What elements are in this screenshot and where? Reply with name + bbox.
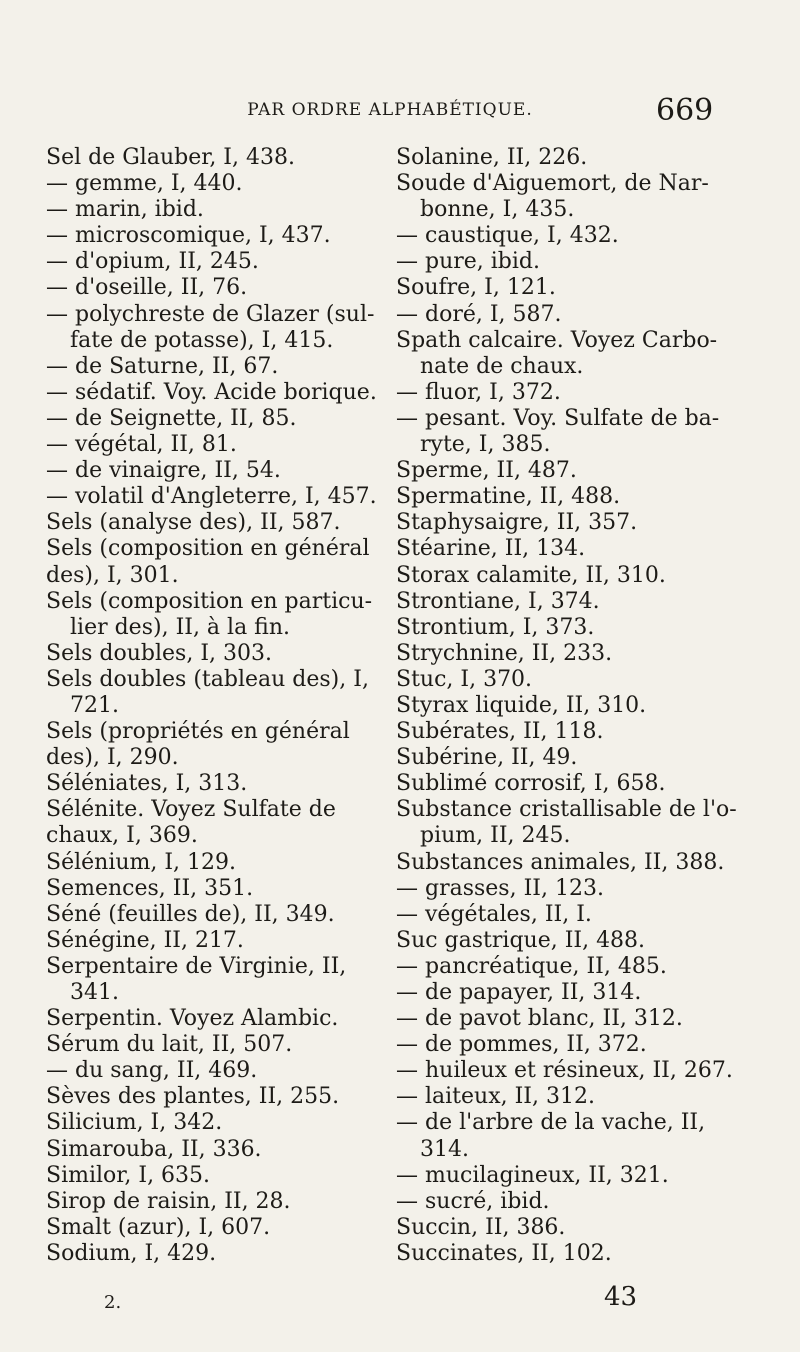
index-entry: — fluor, I, 372.	[396, 379, 561, 405]
index-entry: Sodium, I, 429.	[46, 1240, 217, 1266]
index-entry: — doré, I, 587.	[396, 301, 562, 327]
index-entry: Serpentin. Voyez Alambic.	[46, 1006, 339, 1032]
index-entry: Semences, II, 351.	[46, 875, 254, 901]
index-entry: Strychnine, II, 233.	[396, 640, 613, 666]
index-entry: Séné (feuilles de), II, 349.	[46, 901, 335, 927]
index-entry: — végétales, II, I.	[396, 901, 592, 927]
index-entry: Sels (composition en général	[46, 536, 370, 562]
index-entry: — laiteux, II, 312.	[396, 1084, 595, 1110]
index-entry: Substances animales, II, 388.	[396, 849, 725, 875]
gathering-mark: 43	[604, 1282, 638, 1312]
index-entry: Serpentaire de Virginie, II,	[46, 953, 347, 979]
index-entry: 314.	[420, 1136, 469, 1162]
index-entry: pium, II, 245.	[420, 823, 571, 849]
index-entry: Sel de Glauber, I, 438.	[46, 145, 295, 170]
index-entry: Succinates, II, 102.	[396, 1240, 612, 1266]
index-column-right	[396, 145, 746, 1267]
index-entry: 341.	[70, 980, 119, 1005]
index-entry: Storax calamite, II, 310.	[396, 562, 666, 588]
index-entry: — de l'arbre de la vache, II,	[396, 1110, 706, 1136]
index-entry: Sperme, II, 487.	[396, 458, 577, 484]
index-entry: Sirop de raisin, II, 28.	[46, 1188, 291, 1214]
index-entry: — polychreste de Glazer (sul-	[46, 301, 375, 327]
index-entry: Sèves des plantes, II, 255.	[46, 1084, 340, 1110]
index-entry: Sublimé corrosif, I, 658.	[396, 771, 666, 797]
index-entry: Sels doubles, I, 303.	[46, 640, 272, 666]
index-entry: Staphysaigre, II, 357.	[396, 510, 638, 536]
index-entry: Sélénium, I, 129.	[46, 849, 237, 875]
index-entry: Smalt (azur), I, 607.	[46, 1214, 271, 1240]
index-entry: chaux, I, 369.	[46, 823, 198, 849]
signature-mark: 2.	[104, 1292, 122, 1313]
index-entry: Subérates, II, 118.	[396, 719, 604, 745]
index-entry: — huileux et résineux, II, 267.	[396, 1058, 733, 1084]
index-entry: — pesant. Voy. Sulfate de ba-	[396, 405, 720, 431]
index-entry: Sels doubles (tableau des), I,	[46, 666, 369, 692]
index-entry: — de papayer, II, 314.	[396, 980, 642, 1005]
index-entry: Sélénite. Voyez Sulfate de	[46, 797, 336, 823]
index-entry: 721.	[70, 692, 119, 718]
index-entry: — caustique, I, 432.	[396, 223, 619, 249]
index-entry: — de pavot blanc, II, 312.	[396, 1006, 683, 1032]
index-entry: Strontiane, I, 374.	[396, 588, 600, 614]
index-entry: — végétal, II, 81.	[46, 432, 237, 458]
index-entry: Soude d'Aiguemort, de Nar-	[396, 171, 709, 197]
index-entry: nate de chaux.	[420, 353, 584, 379]
index-entry: — volatil d'Angleterre, I, 457.	[46, 484, 377, 510]
index-entry: Solanine, II, 226.	[396, 145, 588, 170]
index-entry: Sels (propriétés en général	[46, 719, 350, 745]
index-entry: des), I, 290.	[46, 745, 179, 771]
index-entry: — marin, ibid.	[46, 197, 204, 223]
index-entry: — de Seignette, II, 85.	[46, 405, 297, 431]
index-entry: — pure, ibid.	[396, 249, 540, 275]
index-entry: Séléniates, I, 313.	[46, 771, 248, 797]
index-entry: Similor, I, 635.	[46, 1162, 211, 1188]
index-entry: lier des), II, à la fin.	[70, 614, 291, 640]
index-entry: Stuc, I, 370.	[396, 666, 533, 692]
index-entry: ryte, I, 385.	[420, 432, 551, 458]
index-entry: Sérum du lait, II, 507.	[46, 1032, 293, 1058]
index-column-left	[46, 145, 386, 1267]
index-entry: Sels (analyse des), II, 587.	[46, 510, 341, 536]
index-entry: — microscomique, I, 437.	[46, 223, 331, 249]
page-number: 669	[656, 93, 714, 128]
index-entry: Spath calcaire. Voyez Carbo-	[396, 327, 718, 353]
index-entry: — du sang, II, 469.	[46, 1058, 258, 1084]
index-entry: Sels (composition en particu-	[46, 588, 373, 614]
index-entry: — sucré, ibid.	[396, 1188, 550, 1214]
index-entry: Substance cristallisable de l'o-	[396, 797, 737, 823]
index-entry: Simarouba, II, 336.	[46, 1136, 262, 1162]
index-entry: Succin, II, 386.	[396, 1214, 566, 1240]
index-entry: des), I, 301.	[46, 562, 179, 588]
index-entry: Strontium, I, 373.	[396, 614, 595, 640]
index-entry: Sénégine, II, 217.	[46, 927, 244, 953]
index-entry: fate de potasse), I, 415.	[70, 327, 334, 353]
index-entry: — gemme, I, 440.	[46, 171, 243, 197]
index-entry: bonne, I, 435.	[420, 197, 575, 223]
index-entry: — grasses, II, 123.	[396, 875, 604, 901]
index-entry: Spermatine, II, 488.	[396, 484, 621, 510]
index-entry: — de Saturne, II, 67.	[46, 353, 279, 379]
index-entry: — d'oseille, II, 76.	[46, 275, 248, 301]
index-entry: Soufre, I, 121.	[396, 275, 556, 301]
index-entry: — mucilagineux, II, 321.	[396, 1162, 669, 1188]
index-entry: Subérine, II, 49.	[396, 745, 578, 771]
index-entry: Styrax liquide, II, 310.	[396, 692, 647, 718]
index-entry: — sédatif. Voy. Acide borique.	[46, 379, 377, 405]
index-entry: Suc gastrique, II, 488.	[396, 927, 646, 953]
index-entry: — pancréatique, II, 485.	[396, 953, 667, 979]
index-entry: — de pommes, II, 372.	[396, 1032, 647, 1058]
index-entry: Stéarine, II, 134.	[396, 536, 586, 562]
running-header: PAR ORDRE ALPHABÉTIQUE.	[247, 100, 533, 120]
index-entry: — de vinaigre, II, 54.	[46, 458, 281, 484]
index-entry: Silicium, I, 342.	[46, 1110, 223, 1136]
index-entry: — d'opium, II, 245.	[46, 249, 259, 275]
